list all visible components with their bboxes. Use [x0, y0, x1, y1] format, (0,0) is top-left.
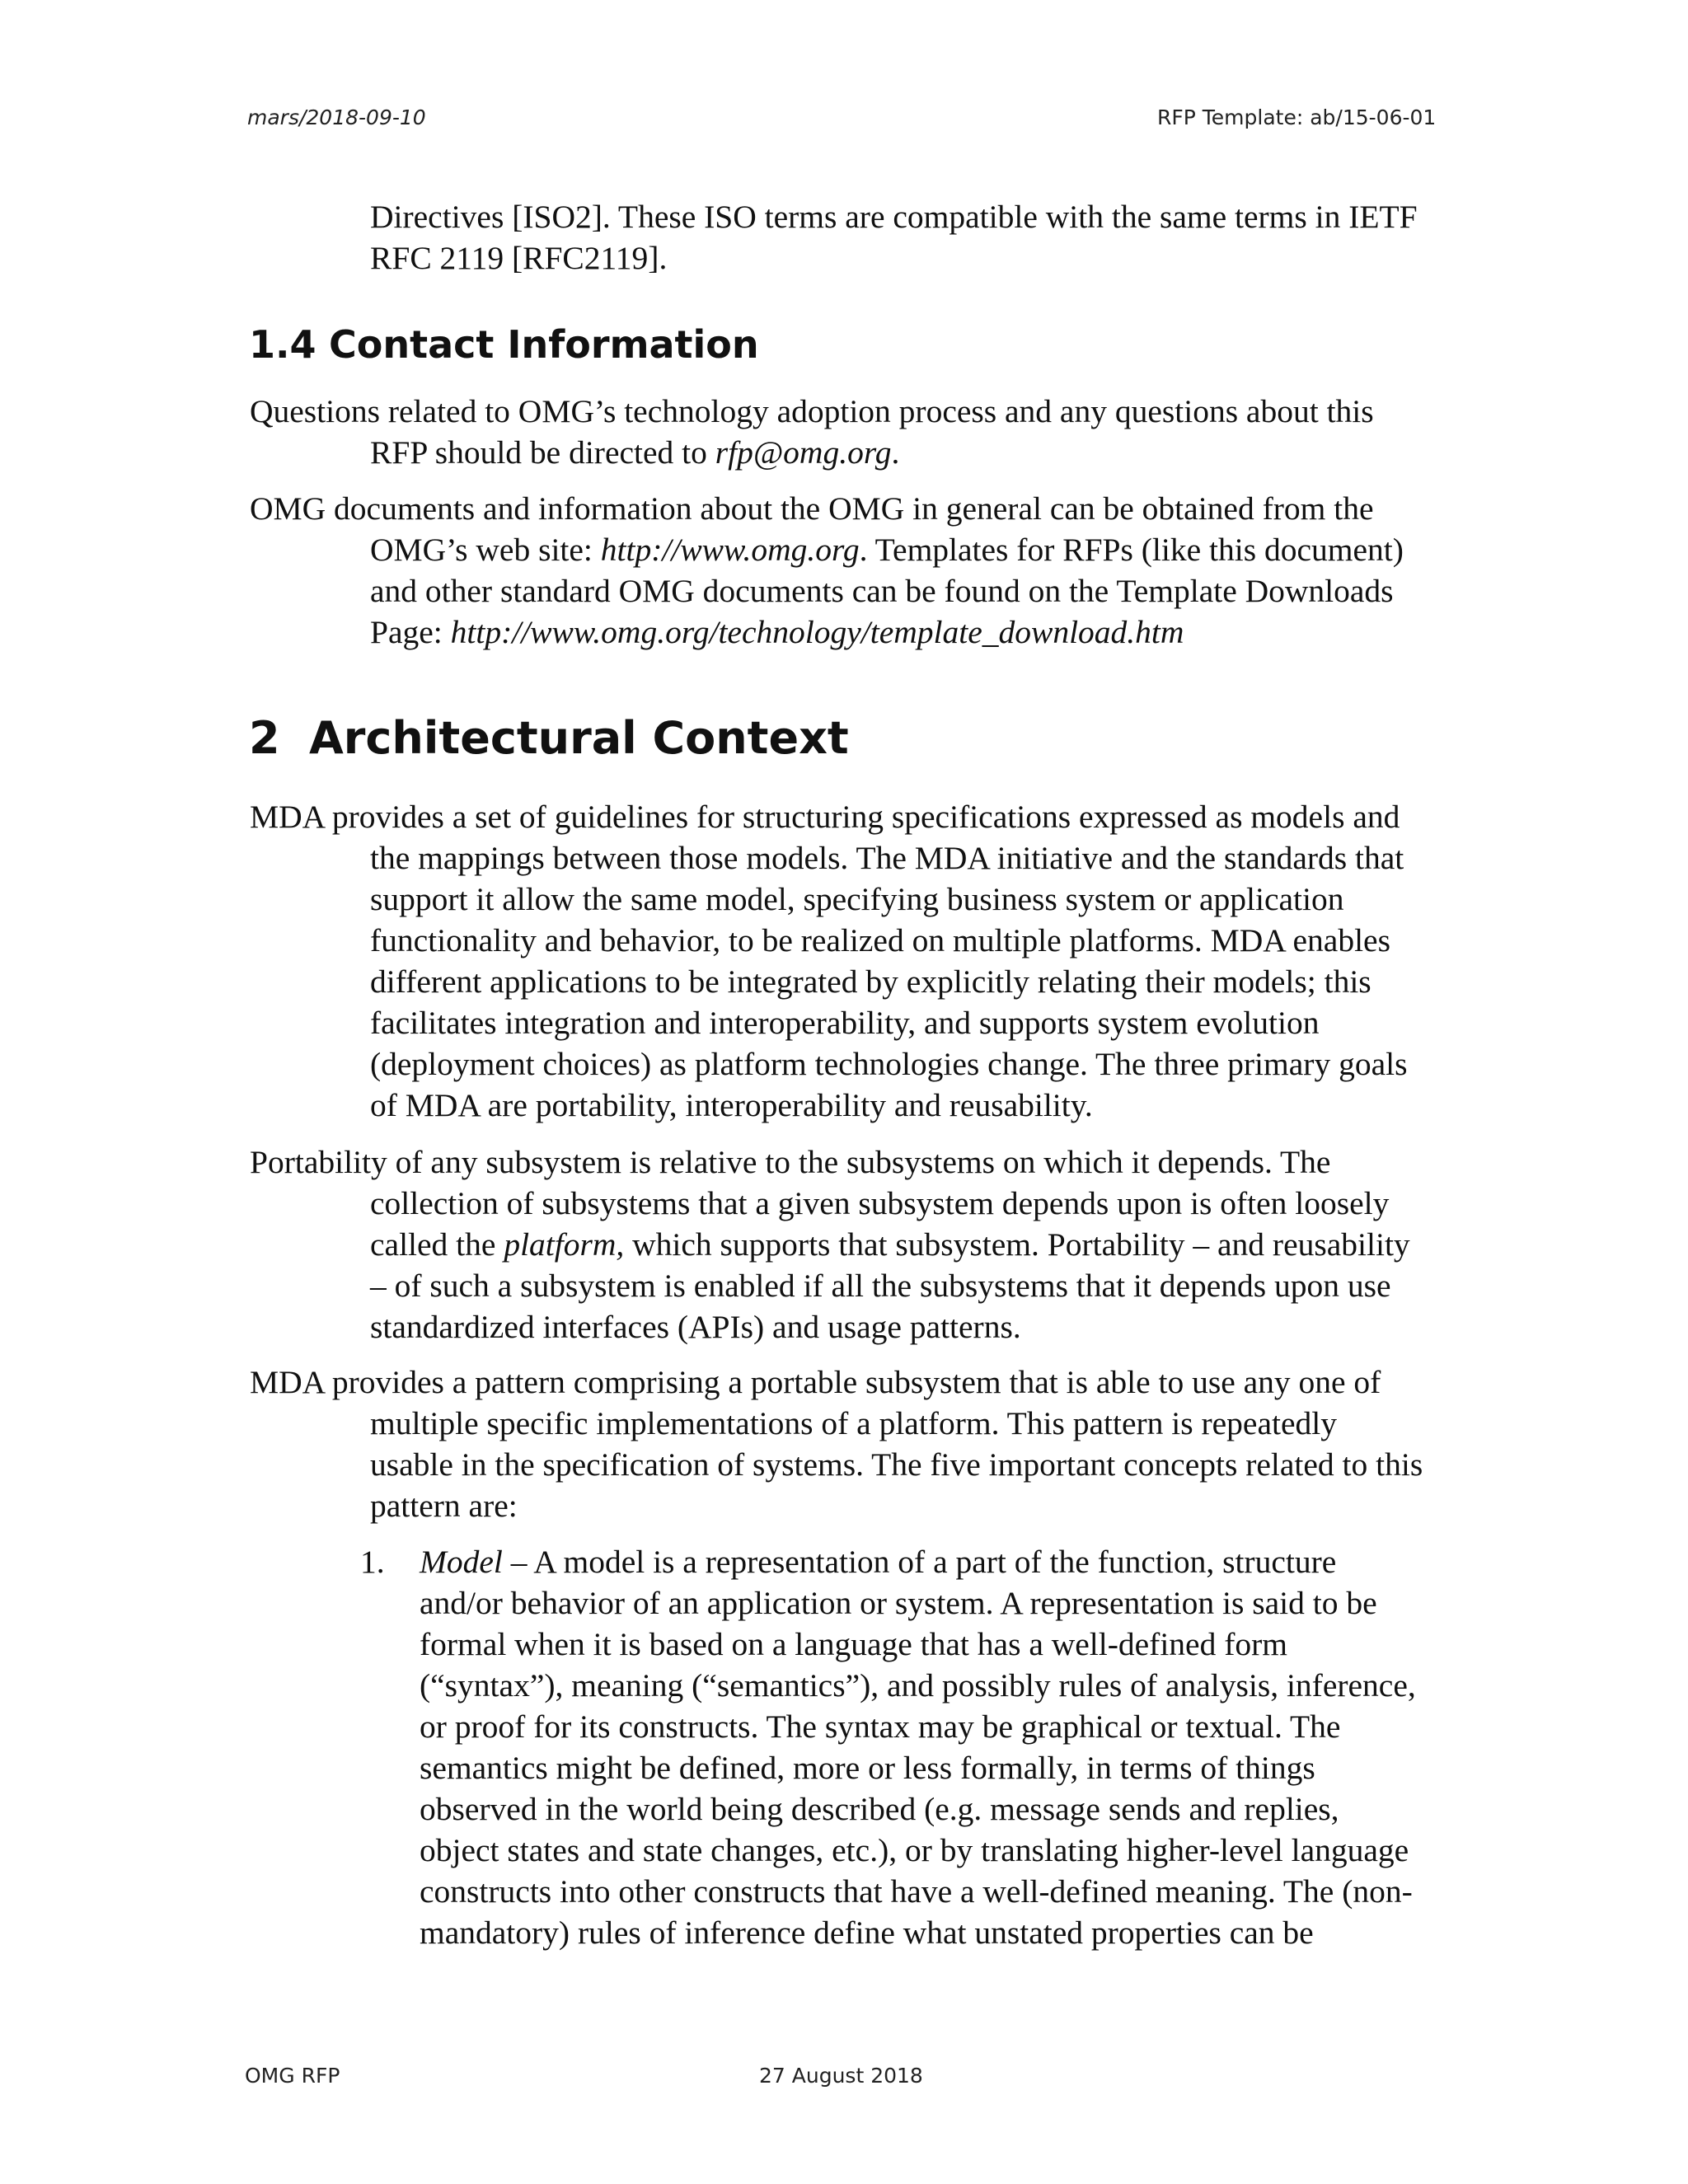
section-heading-contact-information	[249, 321, 759, 368]
text-line: Directives [ISO2]. These ISO terms are compatible with the same terms in IETF	[370, 199, 1418, 235]
section-title: Contact Information	[329, 322, 759, 367]
text-line	[250, 612, 1453, 653]
text-run: .	[891, 434, 900, 471]
footer-document-type: OMG RFP	[245, 2064, 340, 2088]
text-line: object states and state changes, etc.), or by translating higher-level language	[420, 1832, 1409, 1868]
text-line	[250, 1224, 1453, 1265]
text-line	[250, 432, 1453, 473]
text-line: or proof for its constructs. The syntax may be graphical or textual. The	[420, 1708, 1341, 1745]
text-line: (deployment choices) as platform technologies change. The three primary goals	[370, 1046, 1408, 1082]
portability-paragraph	[250, 1141, 1453, 1347]
text-line: collection of subsystems that a given subsystem depends upon is often loosely	[370, 1185, 1390, 1221]
template-download-link[interactable]: http://www.omg.org/technology/template_download.htm	[450, 614, 1184, 650]
text-line: and/or behavior of an application or system. A representation is said to be	[420, 1585, 1377, 1621]
text-run: – A model is a representation of a part of the function, structure	[502, 1544, 1337, 1580]
text-line: MDA provides a set of guidelines for structuring specifications expressed as models and	[250, 799, 1400, 835]
term-platform: platform,	[504, 1226, 625, 1263]
text-line: – of such a subsystem is enabled if all the subsystems that it depends upon use	[370, 1268, 1391, 1304]
text-line: standardized interfaces (APIs) and usage patterns.	[370, 1309, 1021, 1345]
text-line: (“syntax”), meaning (“semantics”), and possibly rules of analysis, inference,	[420, 1667, 1416, 1704]
section-heading-architectural-context	[249, 712, 849, 765]
text-line: constructs into other constructs that have a well-defined meaning. The (non-	[420, 1873, 1413, 1910]
text-line: Questions related to OMG’s technology adoption process and any questions about this	[250, 393, 1374, 429]
text-run: Page:	[370, 614, 451, 650]
text-line: observed in the world being described (e.g. message sends and replies,	[420, 1791, 1339, 1827]
text-run: called the	[370, 1226, 504, 1263]
text-line: usable in the specification of systems. The five important concepts related to this	[370, 1446, 1423, 1483]
text-line: MDA provides a pattern comprising a portable subsystem that is able to use any one of	[250, 1364, 1381, 1400]
text-line: functionality and behavior, to be realized on multiple platforms. MDA enables	[370, 922, 1390, 958]
text-run: . Templates for RFPs (like this document)	[859, 532, 1404, 568]
list-item-body	[420, 1541, 1466, 1953]
header-document-id: mars/2018-09-10	[247, 105, 426, 129]
text-line: the mappings between those models. The MDA initiative and the standards that	[370, 840, 1404, 876]
term-model: Model	[420, 1544, 503, 1580]
text-line: mandatory) rules of inference define what unstated properties can be	[420, 1915, 1314, 1951]
text-line: semantics might be defined, more or less formally, in terms of things	[420, 1750, 1315, 1786]
text-line: multiple specific implementations of a platform. This pattern is repeatedly	[370, 1405, 1337, 1441]
contact-paragraph-documents	[250, 488, 1453, 653]
mda-guidelines-paragraph	[250, 796, 1453, 1126]
text-line: Portability of any subsystem is relative to the subsystems on which it depends. The	[250, 1144, 1331, 1180]
email-link[interactable]: rfp@omg.org	[715, 434, 892, 471]
text-line	[420, 1541, 1466, 1582]
intro-continuation	[370, 196, 1466, 279]
text-line: support it allow the same model, specifying business system or application	[370, 881, 1344, 917]
text-run: RFP should be directed to	[370, 434, 715, 471]
contact-paragraph-questions	[250, 391, 1453, 473]
text-line: of MDA are portability, interoperability and reusability.	[370, 1087, 1093, 1123]
text-line: RFC 2119 [RFC2119].	[370, 240, 668, 276]
text-line: formal when it is based on a language that has a well-defined form	[420, 1626, 1287, 1662]
header-template-id: RFP Template: ab/15-06-01	[1157, 105, 1437, 129]
text-line: OMG documents and information about the OMG in general can be obtained from the	[250, 490, 1374, 527]
text-line	[250, 529, 1453, 570]
omg-website-link[interactable]: http://www.omg.org	[600, 532, 860, 568]
text-line: different applications to be integrated by explicitly relating their models; this	[370, 963, 1372, 1000]
pattern-paragraph	[250, 1361, 1453, 1526]
list-item-number: 1.	[360, 1544, 385, 1580]
text-line: facilitates integration and interoperability, and supports system evolution	[370, 1005, 1320, 1041]
section-number: 2	[249, 712, 280, 764]
text-line: pattern are:	[370, 1488, 518, 1524]
section-number: 1.4	[249, 322, 316, 367]
footer-date: 27 August 2018	[759, 2064, 923, 2088]
text-line: and other standard OMG documents can be found on the Template Downloads	[370, 573, 1394, 609]
text-run: OMG’s web site:	[370, 532, 601, 568]
section-title: Architectural Context	[309, 712, 849, 764]
text-run: which supports that subsystem. Portability – and reusability	[624, 1226, 1410, 1263]
